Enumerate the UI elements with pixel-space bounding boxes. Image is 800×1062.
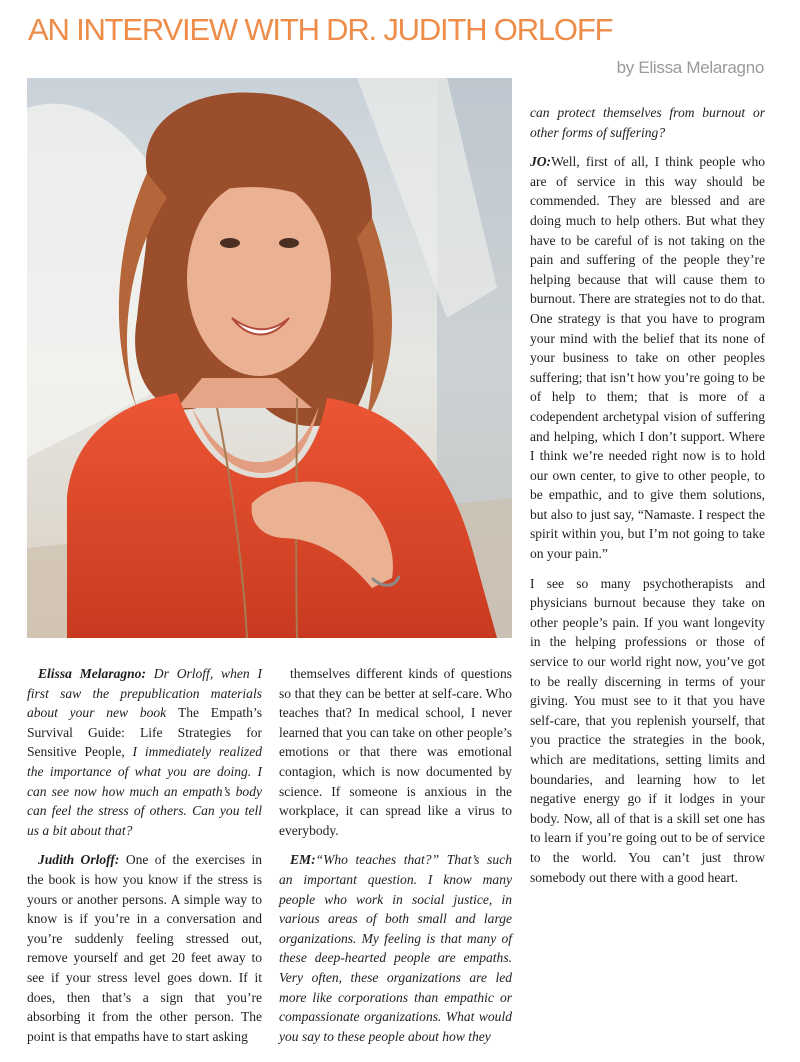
interviewer-name: Elissa Melaragno: [38,666,146,681]
question-2-continued [279,850,512,1046]
interviewee-name: JO: [530,154,552,170]
interviewer-name: EM: [290,852,316,868]
column-1 [27,664,262,1046]
answer-2-continued-paragraph-continued-continued [530,574,765,888]
answer-2-continued-continued [530,152,765,563]
question-1 [27,664,262,840]
portrait-photo [27,78,512,638]
byline: by Elissa Melaragno [616,58,764,77]
answer-1 [27,850,262,1046]
answer-text: I see so many psychotherapists and physicians burnout because they take on other people’s pain. If you want longevity in the helping professions or those of service to our world right now, you’ve got to be really discerning in terms of your giving. You must see to it that you have self-care, that you replenish yourself, that you practice the strategies in the book, which are meditations, setting limits and boundaries, and learning how to let negative energy go if it lodges in your body. Now, all of that is a skill set one has to learn if you’re going out to be of service to the world. You can’t just throw somebody out there with a good heart. [530,575,765,885]
question-text: can protect themselves from burnout or other forms of suffering? [530,105,765,140]
question-text: “Who teaches that?” That’s such an important question. I know many people who work in social justice, in various areas of both small and large organizations. My feeling is that many of these deep-hearted people are empaths. Very often, these organizations are led more like corporations than empathic or compassionate organizations. What would you say to these people about how they [279,852,512,1044]
column-2 [279,664,512,1046]
column-3 [530,103,765,887]
answer-text: One of the exercises in the book is how you know if the stress is yours or another persons. A simple way to know is if you’re in a conversation and you’re suddenly feeling stressed out, remove yourself and get 20 feet away to see if your stress level goes down. If it does, then that’s a sign that you’re absorbing it from the other person. The point is that empaths have to start asking [27,852,262,1044]
question-2-continued-continued [530,103,765,142]
question-text: I immediately realized the importance of what you are doing. I can see now how much an empath’s body can feel the stress of others. Can you tell us a bit about that? [27,744,262,838]
answer-text: themselves different kinds of questions so that they can be better at self-care. Who teaches that? In medical school, I never learned that you can take on other people’s emotions or that there was emotional contagion, which is now documented by science. If someone is anxious in the workplace, it can spread like a virus to everybody. [279,666,512,838]
interviewee-name: Judith Orloff: [38,852,120,868]
answer-1-continued [279,664,512,840]
book-title: The Empath’s Survival Guide: Life Strategies for Sensitive People, [27,705,262,760]
article-title: AN INTERVIEW WITH DR. JUDITH ORLOFF [28,12,613,47]
answer-text: Well, first of all, I think people who are of service in this way should be commended. They are blessed and are doing much to help others. But what they have to be careful of is not taking on the pain and suffering of the people they’re helping because that will cause them to burnout. There are strategies not to do that. One strategy is that you have to program your mind with the belief that its none of your business to take on other peoples suffering; that isn’t how you’re going to be of help to them; that is more of a codependent archetypal vision of suffering and helping, which I don’t support. Where I think we’re needed right now is to hold our own center, to give to other people, to be empathic, and to give them solutions, but also to just say, “Namaste. I respect the spirit within you, but I’m not going to take on your pain.” [530,154,765,562]
question-text: Dr Orloff, when I first saw the prepublication materials about your new book [27,666,262,721]
